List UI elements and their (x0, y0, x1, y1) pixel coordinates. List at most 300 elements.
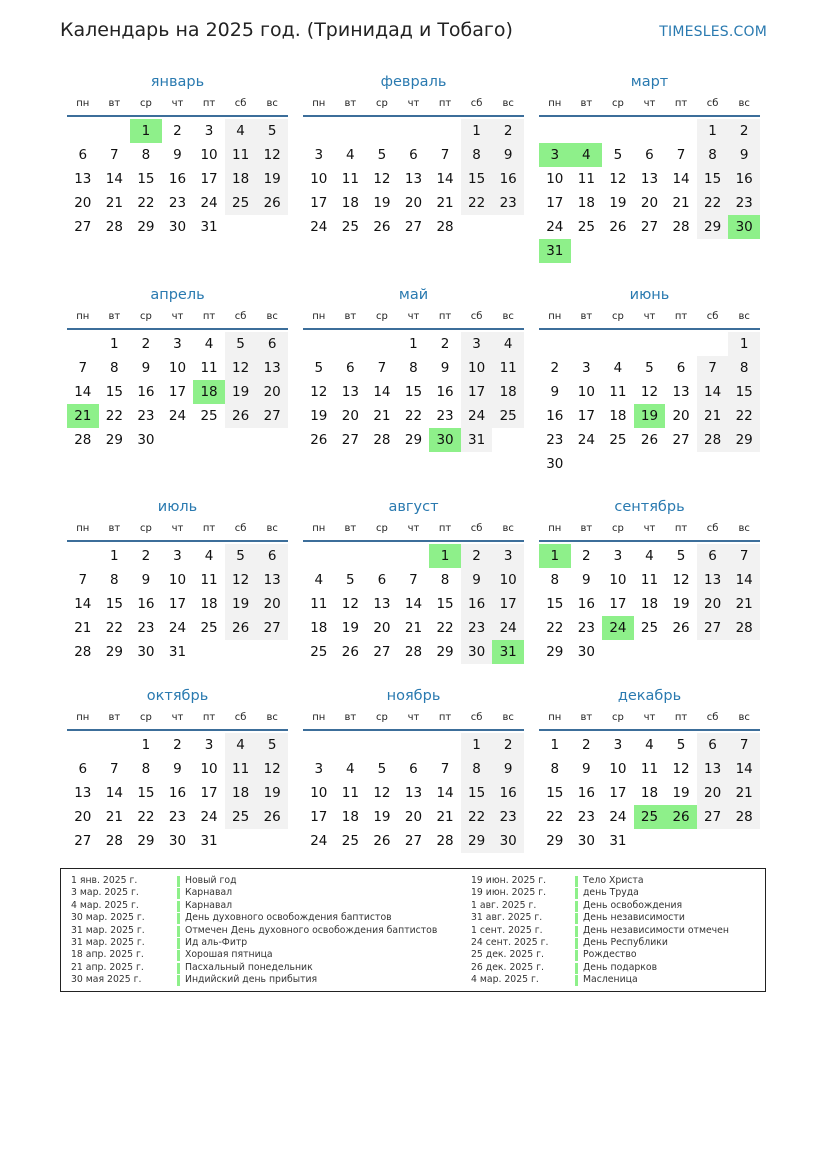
day-cell: 12 (341, 596, 359, 612)
day-cell: 27 (697, 616, 729, 640)
header-divider (303, 540, 524, 542)
day-cell: 16 (436, 384, 454, 400)
weekday-header (67, 307, 288, 327)
legend-color-marker (177, 950, 180, 961)
day-cell: 13 (697, 757, 729, 781)
day-cell: 16 (577, 785, 595, 801)
empty-cell (335, 332, 367, 356)
holiday-day-cell: 25 (634, 805, 666, 829)
legend-color-marker (177, 888, 180, 899)
empty-cell (366, 733, 398, 757)
day-cell: 1 (141, 737, 151, 753)
day-cell: 24 (200, 809, 218, 825)
weekday-label: вт (344, 523, 357, 534)
day-cell: 11 (200, 360, 218, 376)
day-cell: 17 (546, 195, 564, 211)
day-grid (303, 119, 524, 239)
day-cell: 26 (640, 432, 659, 448)
day-cell: 13 (373, 596, 391, 612)
month-10 (67, 684, 288, 853)
day-cell: 2 (173, 737, 182, 753)
day-cell: 7 (377, 360, 387, 376)
day-cell: 20 (341, 408, 359, 424)
day-cell: 2 (492, 733, 524, 757)
day-grid (539, 332, 760, 476)
day-cell: 6 (256, 332, 288, 356)
day-cell: 2 (141, 336, 151, 352)
day-cell: 14 (74, 384, 92, 400)
day-cell: 1 (110, 336, 119, 352)
holiday-day-cell: 31 (492, 640, 524, 664)
day-cell: 20 (256, 592, 288, 616)
day-cell: 5 (256, 733, 288, 757)
day-cell: 6 (78, 761, 88, 777)
empty-cell (398, 544, 430, 568)
day-cell: 27 (256, 404, 288, 428)
day-cell: 20 (373, 620, 391, 636)
day-cell: 11 (310, 596, 328, 612)
day-cell: 16 (577, 596, 595, 612)
day-cell: 28 (436, 219, 454, 235)
day-cell: 23 (461, 616, 493, 640)
day-cell: 14 (436, 171, 454, 187)
day-cell: 2 (492, 119, 524, 143)
day-cell: 4 (225, 733, 257, 757)
day-cell: 11 (200, 572, 218, 588)
day-cell: 13 (74, 171, 92, 187)
day-cell: 29 (105, 644, 123, 660)
day-cell: 7 (440, 147, 450, 163)
day-cell: 25 (310, 644, 328, 660)
day-cell: 23 (137, 408, 155, 424)
legend-row (71, 937, 451, 949)
empty-cell (99, 119, 131, 143)
weekday-label: пн (548, 523, 562, 534)
header-divider (303, 115, 524, 117)
month-1 (67, 70, 288, 239)
day-cell: 9 (582, 572, 591, 588)
legend-column-left (71, 875, 451, 987)
header-divider (303, 729, 524, 731)
day-cell: 29 (546, 644, 564, 660)
day-cell: 29 (728, 428, 760, 452)
day-cell: 17 (492, 592, 524, 616)
weekday-label: вт (108, 311, 121, 322)
empty-cell (634, 332, 666, 356)
day-cell: 2 (440, 336, 450, 352)
day-cell: 26 (256, 191, 288, 215)
day-cell: 10 (609, 572, 627, 588)
day-cell: 4 (645, 548, 654, 564)
day-cell: 26 (609, 219, 627, 235)
weekday-label: ср (139, 523, 152, 534)
day-cell: 25 (225, 805, 257, 829)
day-cell: 12 (225, 356, 257, 380)
month-5 (303, 283, 524, 452)
legend-holiday-name: День освобождения (583, 899, 683, 911)
weekday-label: пт (438, 523, 452, 534)
day-cell: 19 (225, 380, 257, 404)
day-cell: 24 (609, 809, 627, 825)
day-cell: 23 (577, 809, 595, 825)
day-cell: 22 (728, 404, 760, 428)
day-cell: 3 (314, 147, 324, 163)
weekday-label: пт (202, 712, 216, 723)
weekday-label: пт (202, 98, 216, 109)
day-cell: 21 (697, 404, 729, 428)
day-cell: 21 (672, 195, 690, 211)
weekday-header (539, 519, 760, 539)
day-cell: 9 (141, 572, 151, 588)
day-cell: 1 (728, 332, 760, 356)
day-cell: 21 (404, 620, 423, 636)
legend-holiday-name: День духовного освобождения баптистов (185, 912, 392, 924)
weekday-label: пн (312, 98, 326, 109)
day-cell: 11 (225, 757, 257, 781)
legend-color-marker (177, 938, 180, 949)
day-cell: 5 (676, 737, 686, 753)
legend-holiday-name: Масленица (583, 974, 638, 986)
day-cell: 22 (546, 809, 564, 825)
day-cell: 28 (74, 432, 92, 448)
day-cell: 17 (168, 384, 187, 400)
day-cell: 20 (697, 781, 729, 805)
weekday-label: пт (438, 712, 452, 723)
day-cell: 18 (609, 408, 627, 424)
day-cell: 20 (74, 809, 92, 825)
day-cell: 9 (582, 761, 591, 777)
day-cell: 15 (728, 380, 760, 404)
empty-cell (303, 332, 335, 356)
day-cell: 9 (728, 143, 760, 167)
legend-color-marker (177, 901, 180, 912)
day-cell: 1 (550, 737, 560, 753)
day-cell: 11 (640, 761, 659, 777)
day-cell: 29 (137, 833, 155, 849)
holiday-day-cell: 31 (539, 239, 571, 263)
day-cell: 9 (173, 761, 182, 777)
weekday-label: чт (643, 98, 656, 109)
holiday-day-cell: 21 (67, 404, 99, 428)
day-cell: 21 (436, 809, 454, 825)
weekday-label: вт (580, 98, 593, 109)
day-cell: 18 (640, 785, 659, 801)
day-cell: 5 (225, 332, 257, 356)
day-cell: 19 (373, 195, 391, 211)
legend-date: 25 дек. 2025 г. (471, 949, 544, 961)
day-cell: 24 (168, 620, 187, 636)
legend-color-marker (575, 888, 578, 899)
day-cell: 18 (341, 809, 359, 825)
day-cell: 7 (110, 761, 119, 777)
month-name: ноябрь (386, 688, 441, 704)
day-cell: 17 (609, 785, 627, 801)
month-6 (539, 283, 760, 476)
legend-date: 18 апр. 2025 г. (71, 949, 144, 961)
day-cell: 27 (640, 219, 659, 235)
holiday-day-cell: 3 (539, 143, 571, 167)
day-cell: 15 (697, 167, 729, 191)
day-grid (67, 544, 288, 664)
weekday-label: сб (234, 523, 247, 534)
day-cell: 16 (137, 596, 155, 612)
day-cell: 31 (609, 833, 627, 849)
day-cell: 5 (645, 360, 654, 376)
day-cell: 26 (672, 620, 690, 636)
month-8 (303, 495, 524, 664)
legend-date: 31 мар. 2025 г. (71, 924, 145, 936)
day-cell: 19 (341, 620, 359, 636)
weekday-label: ср (611, 98, 624, 109)
weekday-label: ср (375, 98, 388, 109)
weekday-label: вт (108, 98, 121, 109)
empty-cell (366, 544, 398, 568)
day-cell: 17 (200, 171, 218, 187)
day-cell: 17 (461, 380, 493, 404)
day-cell: 6 (697, 544, 729, 568)
day-cell: 28 (436, 833, 454, 849)
day-cell: 9 (492, 143, 524, 167)
holiday-day-cell: 1 (539, 544, 571, 568)
day-cell: 7 (110, 147, 119, 163)
weekday-label: вт (580, 523, 593, 534)
legend-holiday-name: Рождество (583, 949, 637, 961)
day-cell: 30 (577, 644, 595, 660)
day-cell: 6 (78, 147, 88, 163)
day-cell: 25 (492, 404, 524, 428)
holiday-day-cell: 19 (634, 404, 666, 428)
weekday-label: чт (171, 523, 184, 534)
day-cell: 22 (404, 408, 423, 424)
day-cell: 28 (404, 644, 423, 660)
day-cell: 8 (728, 356, 760, 380)
month-name: март (630, 74, 669, 90)
legend-color-marker (575, 926, 578, 937)
day-cell: 3 (461, 332, 493, 356)
day-cell: 25 (225, 191, 257, 215)
day-cell: 24 (492, 616, 524, 640)
day-cell: 24 (461, 404, 493, 428)
day-cell: 3 (613, 737, 623, 753)
month-9 (539, 495, 760, 664)
weekday-label: чт (407, 98, 420, 109)
day-cell: 19 (310, 408, 328, 424)
weekday-label: ср (375, 311, 388, 322)
day-cell: 18 (577, 195, 595, 211)
day-cell: 28 (728, 805, 760, 829)
day-cell: 16 (492, 167, 524, 191)
day-cell: 4 (225, 119, 257, 143)
legend-color-marker (575, 938, 578, 949)
weekday-label: вт (580, 311, 593, 322)
holiday-day-cell: 1 (429, 544, 461, 568)
weekday-label: чт (407, 311, 420, 322)
day-cell: 24 (310, 219, 328, 235)
day-cell: 9 (492, 757, 524, 781)
day-cell: 31 (461, 428, 493, 452)
empty-cell (303, 544, 335, 568)
day-cell: 16 (168, 171, 187, 187)
month-name: май (398, 287, 429, 303)
day-cell: 22 (461, 191, 493, 215)
day-cell: 20 (404, 809, 423, 825)
day-cell: 17 (609, 596, 627, 612)
header-divider (67, 540, 288, 542)
day-grid (303, 544, 524, 664)
day-cell: 16 (461, 592, 493, 616)
day-cell: 26 (373, 833, 391, 849)
day-cell: 6 (645, 147, 654, 163)
holiday-day-cell: 26 (665, 805, 697, 829)
weekday-label: чт (643, 523, 656, 534)
day-cell: 19 (672, 785, 690, 801)
empty-cell (303, 733, 335, 757)
weekday-label: пн (76, 712, 90, 723)
weekday-label: сб (470, 98, 483, 109)
legend-holiday-name: Хорошая пятница (185, 949, 273, 961)
empty-cell (67, 544, 99, 568)
day-cell: 30 (492, 829, 524, 853)
empty-cell (665, 332, 697, 356)
weekday-label: ср (375, 523, 388, 534)
legend-row (71, 949, 451, 961)
day-cell: 25 (341, 219, 359, 235)
day-cell: 9 (550, 384, 560, 400)
empty-cell (571, 119, 603, 143)
weekday-header (539, 94, 760, 114)
weekday-label: пт (202, 523, 216, 534)
empty-cell (99, 733, 131, 757)
weekday-label: пн (548, 712, 562, 723)
day-cell: 13 (404, 785, 423, 801)
holiday-day-cell: 18 (193, 380, 225, 404)
day-cell: 11 (577, 171, 595, 187)
legend-holiday-name: Ид аль-Фитр (185, 936, 248, 948)
day-cell: 9 (141, 360, 151, 376)
weekday-label: пт (202, 311, 216, 322)
day-cell: 15 (404, 384, 423, 400)
legend-date: 31 мар. 2025 г. (71, 936, 145, 948)
day-cell: 4 (314, 572, 324, 588)
day-cell: 24 (200, 195, 218, 211)
day-cell: 6 (346, 360, 355, 376)
day-cell: 14 (697, 380, 729, 404)
day-cell: 14 (105, 785, 123, 801)
day-cell: 15 (105, 596, 123, 612)
legend-holiday-name: Карнавал (185, 887, 233, 899)
day-cell: 11 (640, 572, 659, 588)
day-cell: 4 (645, 737, 654, 753)
weekday-label: вс (502, 523, 514, 534)
legend-row (71, 974, 451, 986)
day-cell: 3 (173, 336, 182, 352)
empty-cell (67, 733, 99, 757)
weekday-label: ср (139, 311, 152, 322)
day-grid (539, 119, 760, 263)
empty-cell (335, 544, 367, 568)
day-cell: 10 (200, 147, 218, 163)
header-divider (67, 328, 288, 330)
day-cell: 5 (377, 761, 387, 777)
weekday-label: ср (139, 712, 152, 723)
weekday-label: вс (266, 98, 278, 109)
day-grid (67, 733, 288, 853)
weekday-label: пт (674, 712, 688, 723)
legend-row (471, 887, 761, 899)
day-cell: 6 (377, 572, 387, 588)
day-cell: 21 (74, 620, 92, 636)
day-grid (539, 733, 760, 853)
legend-row (71, 912, 451, 924)
day-cell: 7 (728, 733, 760, 757)
day-cell: 27 (373, 644, 391, 660)
day-cell: 2 (728, 119, 760, 143)
day-cell: 15 (546, 596, 564, 612)
weekday-header (67, 519, 288, 539)
legend-holiday-name: День независимости (583, 912, 685, 924)
weekday-label: чт (171, 98, 184, 109)
weekday-label: вс (738, 311, 750, 322)
day-cell: 3 (314, 761, 324, 777)
weekday-label: пн (312, 523, 326, 534)
day-cell: 3 (204, 737, 214, 753)
day-grid (539, 544, 760, 664)
weekday-label: вс (266, 523, 278, 534)
day-cell: 12 (672, 572, 690, 588)
holiday-day-cell: 24 (602, 616, 634, 640)
weekday-header (303, 94, 524, 114)
day-cell: 6 (409, 147, 418, 163)
month-3 (539, 70, 760, 263)
day-cell: 7 (78, 360, 88, 376)
day-cell: 18 (492, 380, 524, 404)
weekday-label: вт (580, 712, 593, 723)
weekday-label: вс (738, 712, 750, 723)
day-cell: 13 (640, 171, 659, 187)
day-cell: 13 (256, 568, 288, 592)
empty-cell (602, 119, 634, 143)
legend-holiday-name: Тело Христа (583, 875, 644, 886)
legend-holiday-name: Карнавал (185, 899, 233, 911)
day-cell: 22 (461, 805, 493, 829)
day-cell: 22 (697, 191, 729, 215)
day-cell: 10 (168, 360, 187, 376)
day-cell: 20 (74, 195, 92, 211)
day-cell: 23 (728, 191, 760, 215)
empty-cell (398, 733, 430, 757)
holiday-day-cell: 1 (130, 119, 162, 143)
site-link[interactable]: TIMESLES.COM (659, 24, 767, 40)
day-cell: 4 (346, 761, 355, 777)
day-cell: 3 (492, 544, 524, 568)
day-cell: 24 (577, 432, 595, 448)
day-cell: 6 (697, 733, 729, 757)
day-cell: 29 (546, 833, 564, 849)
day-cell: 28 (697, 428, 729, 452)
day-cell: 14 (436, 785, 454, 801)
weekday-label: чт (171, 311, 184, 322)
day-cell: 17 (310, 195, 328, 211)
day-cell: 13 (74, 785, 92, 801)
weekday-label: пн (548, 311, 562, 322)
empty-cell (335, 119, 367, 143)
legend-color-marker (177, 913, 180, 924)
day-cell: 5 (676, 548, 686, 564)
empty-cell (366, 119, 398, 143)
day-grid (67, 119, 288, 239)
day-cell: 9 (173, 147, 182, 163)
legend-holiday-name: День независимости отмечен (583, 924, 729, 936)
